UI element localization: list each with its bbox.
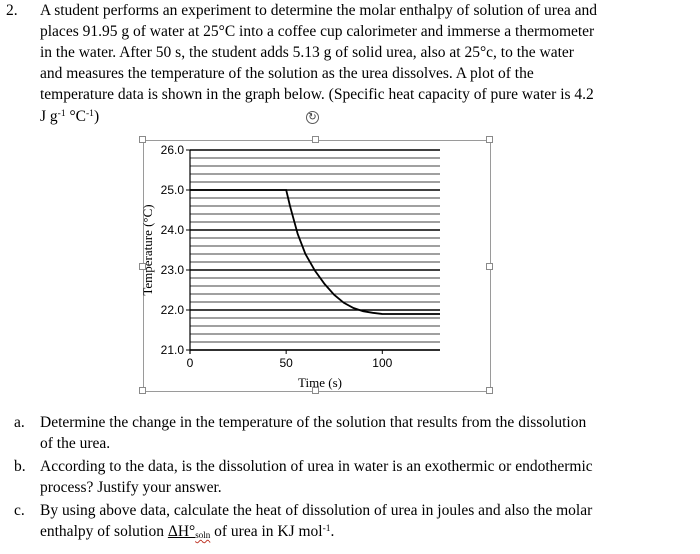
- x-tick-label: 50: [279, 356, 293, 370]
- part-label: c.: [14, 502, 25, 519]
- part-line: By using above data, calculate the heat of dissolution of urea in joules and also the molar: [40, 502, 593, 519]
- part-c: [0, 500, 700, 550]
- part-a: [0, 412, 700, 457]
- y-tick-label: 26.0: [160, 143, 184, 157]
- question-line: and measures the temperature of the solution as the urea dissolves. A plot of the: [40, 65, 534, 82]
- part-line: Determine the change in the temperature of the solution that results from the dissolution: [40, 414, 587, 431]
- part-label: b.: [14, 458, 26, 475]
- part-line-last: enthalpy of solution ΔH°soln of urea in KJ mol$^{-1}$.: [40, 523, 335, 540]
- part-line: of the urea.: [40, 435, 111, 452]
- y-tick-label: 24.0: [160, 223, 184, 237]
- part-b: [0, 456, 700, 501]
- y-tick-label: 22.0: [160, 303, 184, 317]
- question-line: temperature data is shown in the graph below. (Specific heat capacity of pure water is 4.2: [40, 86, 594, 103]
- part-line: According to the data, is the dissolution of urea in water is an exothermic or endothermic: [40, 458, 593, 475]
- x-axis-title: Time (s): [298, 375, 342, 390]
- y-axis-title: Temperature (°C): [140, 204, 155, 296]
- x-tick-label: 0: [186, 356, 194, 370]
- y-tick-label: 25.0: [160, 183, 184, 197]
- question-line: places 91.95 g of water at 25°C into a coffee cup calorimeter and immerse a thermometer: [40, 23, 595, 40]
- rotate-handle-icon[interactable]: ↻: [306, 111, 319, 124]
- units-line: J $g^{-1}$ $^\circ C^{-1}$): [40, 108, 100, 125]
- question-number: 2.: [6, 2, 18, 19]
- y-tick-label: 23.0: [160, 263, 184, 277]
- x-tick-label: 100: [372, 356, 393, 370]
- question-line: A student performs an experiment to determine the molar enthalpy of solution of urea and: [40, 2, 597, 19]
- question-line: in the water. After 50 s, the student adds 5.13 g of solid urea, also at 25°c, to the water: [40, 44, 574, 61]
- part-label: a.: [14, 414, 25, 431]
- temperature-series-line: [190, 190, 440, 314]
- y-tick-label: 21.0: [160, 343, 184, 357]
- part-line: process? Justify your answer.: [40, 479, 222, 496]
